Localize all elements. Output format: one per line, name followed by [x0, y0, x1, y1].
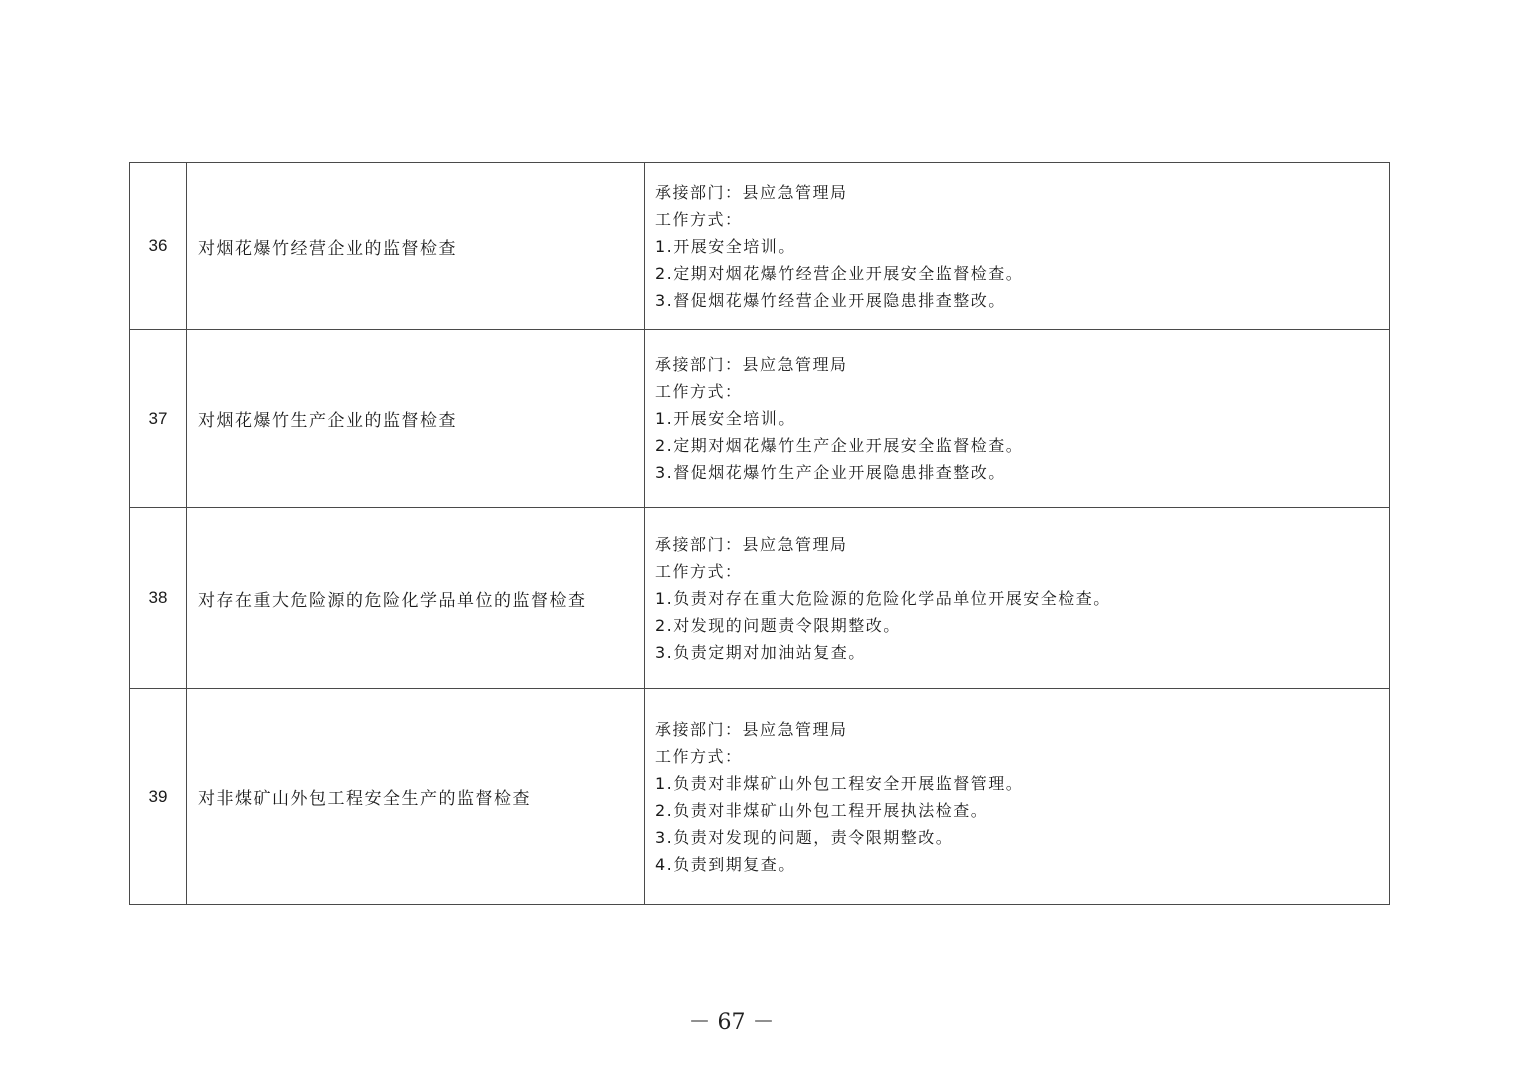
item-name: 对非煤矿山外包工程安全生产的监督检查	[187, 689, 645, 905]
table-row	[130, 508, 1390, 689]
department-line: 承接部门：县应急管理局	[655, 182, 848, 202]
item-name: 对存在重大危险源的危险化学品单位的监督检查	[187, 508, 645, 689]
method-label: 工作方式：	[655, 382, 743, 401]
item-name: 对烟花爆竹经营企业的监督检查	[187, 163, 645, 330]
method-step: 1.负责对非煤矿山外包工程安全开展监督管理。	[655, 773, 1024, 793]
department-line: 承接部门：县应急管理局	[655, 534, 848, 554]
row-number: 38	[130, 508, 187, 689]
row-number: 37	[130, 330, 187, 508]
table-row	[130, 163, 1390, 330]
detail-cell	[645, 163, 1390, 330]
method-step: 1.开展安全培训。	[655, 409, 796, 428]
table-row	[130, 689, 1390, 905]
item-name: 对烟花爆竹生产企业的监督检查	[187, 330, 645, 508]
method-step: 2.定期对烟花爆竹生产企业开展安全监督检查。	[655, 436, 1024, 455]
duty-table	[129, 162, 1390, 905]
page-number: － 67 －	[688, 1010, 775, 1035]
method-step: 3.督促烟花爆竹经营企业开展隐患排查整改。	[655, 290, 1006, 310]
method-step: 1.开展安全培训。	[655, 236, 796, 256]
method-step: 4.负责到期复查。	[655, 854, 796, 874]
method-label: 工作方式：	[655, 746, 743, 766]
row-number: 36	[130, 163, 187, 330]
method-step: 1.负责对存在重大危险源的危险化学品单位开展安全检查。	[655, 588, 1111, 608]
method-step: 2.负责对非煤矿山外包工程开展执法检查。	[655, 800, 989, 820]
detail-cell	[645, 508, 1390, 689]
detail-cell	[645, 330, 1390, 508]
row-number: 39	[130, 689, 187, 905]
method-step: 3.督促烟花爆竹生产企业开展隐患排查整改。	[655, 463, 1006, 482]
department-line: 承接部门：县应急管理局	[655, 719, 848, 739]
method-step: 3.负责定期对加油站复查。	[655, 642, 866, 662]
detail-cell	[645, 689, 1390, 905]
method-step: 2.对发现的问题责令限期整改。	[655, 615, 901, 635]
table-row	[130, 330, 1390, 508]
method-label: 工作方式：	[655, 209, 743, 229]
method-step: 2.定期对烟花爆竹经营企业开展安全监督检查。	[655, 263, 1024, 283]
department-line: 承接部门：县应急管理局	[655, 355, 848, 374]
method-step: 3.负责对发现的问题，责令限期整改。	[655, 827, 954, 847]
method-label: 工作方式：	[655, 561, 743, 581]
